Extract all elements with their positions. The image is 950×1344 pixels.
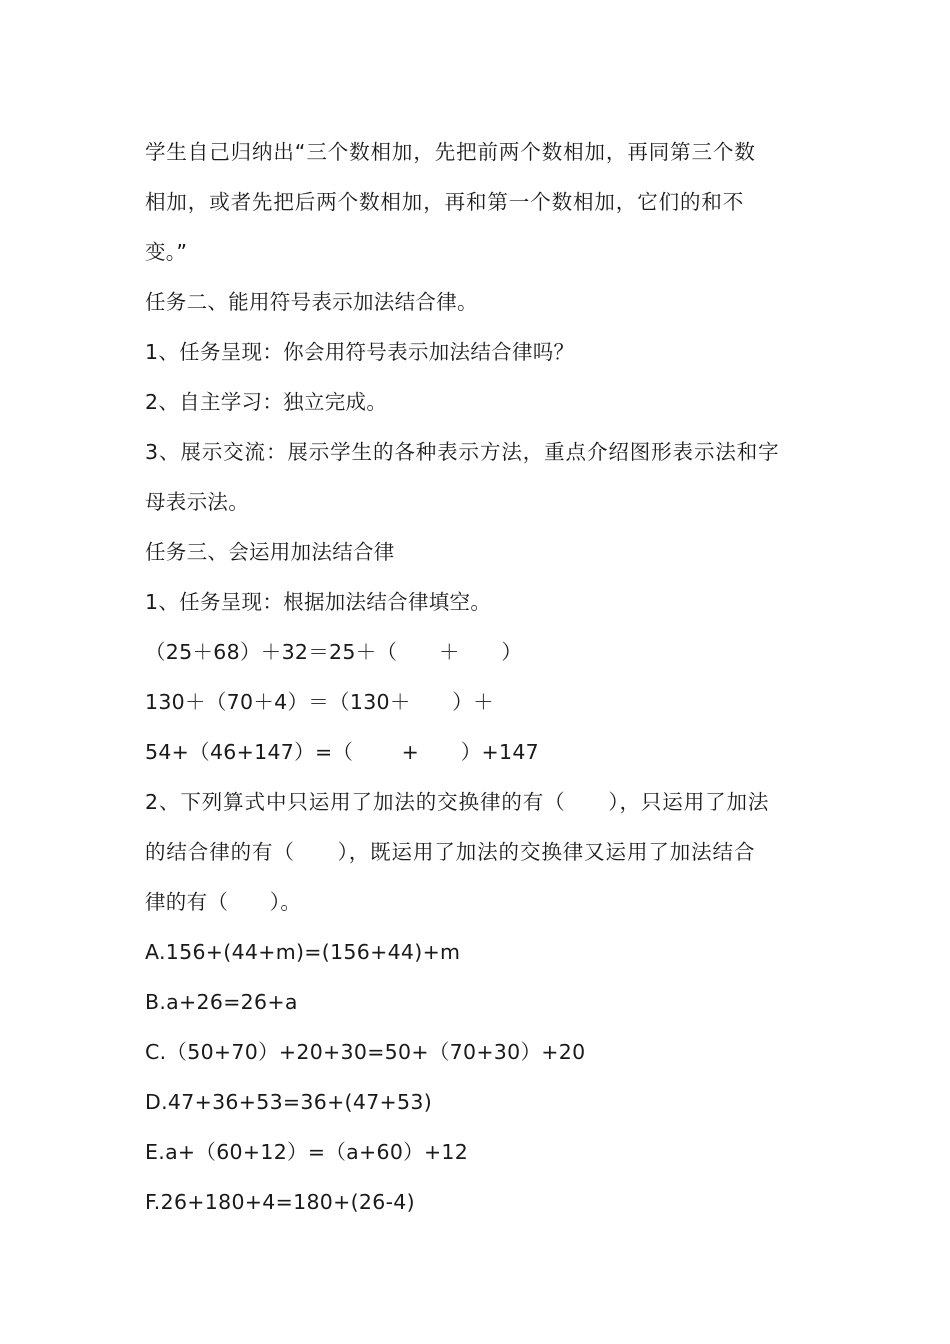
option-e: E.a+（60+12）=（a+60）+12 [145, 1140, 469, 1164]
question-2-line-2: 的结合律的有（ ），既运用了加法的交换律又运用了加法结合 [145, 840, 756, 864]
fill-blank-equation-3: 54+（46+147）=（ + ）+147 [145, 740, 540, 764]
task-three-step-1: 1、任务呈现：根据加法结合律填空。 [145, 590, 492, 614]
fill-blank-equation-1: （25＋68）＋32＝25＋（ ＋ ） [145, 640, 523, 664]
fill-blank-equation-2: 130＋（70＋4）＝（130＋ ）＋ [145, 690, 494, 714]
option-d: D.47+36+53=36+(47+53) [145, 1090, 432, 1114]
document-body [145, 127, 810, 1227]
option-f: F.26+180+4=180+(26-4) [145, 1190, 415, 1214]
task-two-step-1: 1、任务呈现：你会用符号表示加法结合律吗？ [145, 340, 575, 364]
option-b: B.a+26=26+a [145, 990, 298, 1014]
option-c: C.（50+70）+20+30=50+（70+30）+20 [145, 1040, 586, 1064]
summary-line-2: 相加，或者先把后两个数相加，再和第一个数相加，它们的和不 [145, 190, 745, 214]
summary-line-1: 学生自己归纳出“三个数相加，先把前两个数相加，再同第三个数 [145, 140, 756, 164]
task-two-step-3-cont: 母表示法。 [145, 490, 249, 514]
summary-line-3: 变。” [145, 240, 188, 264]
task-two-step-2: 2、自主学习：独立完成。 [145, 390, 388, 414]
question-2-line-3: 律的有（ ）。 [145, 890, 302, 914]
option-a: A.156+(44+m)=(156+44)+m [145, 940, 461, 964]
task-three-heading: 任务三、会运用加法结合律 [145, 540, 395, 564]
question-2-line-1: 2、下列算式中只运用了加法的交换律的有（ ），只运用了加法 [145, 790, 770, 814]
task-two-step-3: 3、展示交流：展示学生的各种表示方法，重点介绍图形表示法和字 [145, 440, 780, 464]
task-two-heading: 任务二、能用符号表示加法结合律。 [145, 290, 478, 314]
